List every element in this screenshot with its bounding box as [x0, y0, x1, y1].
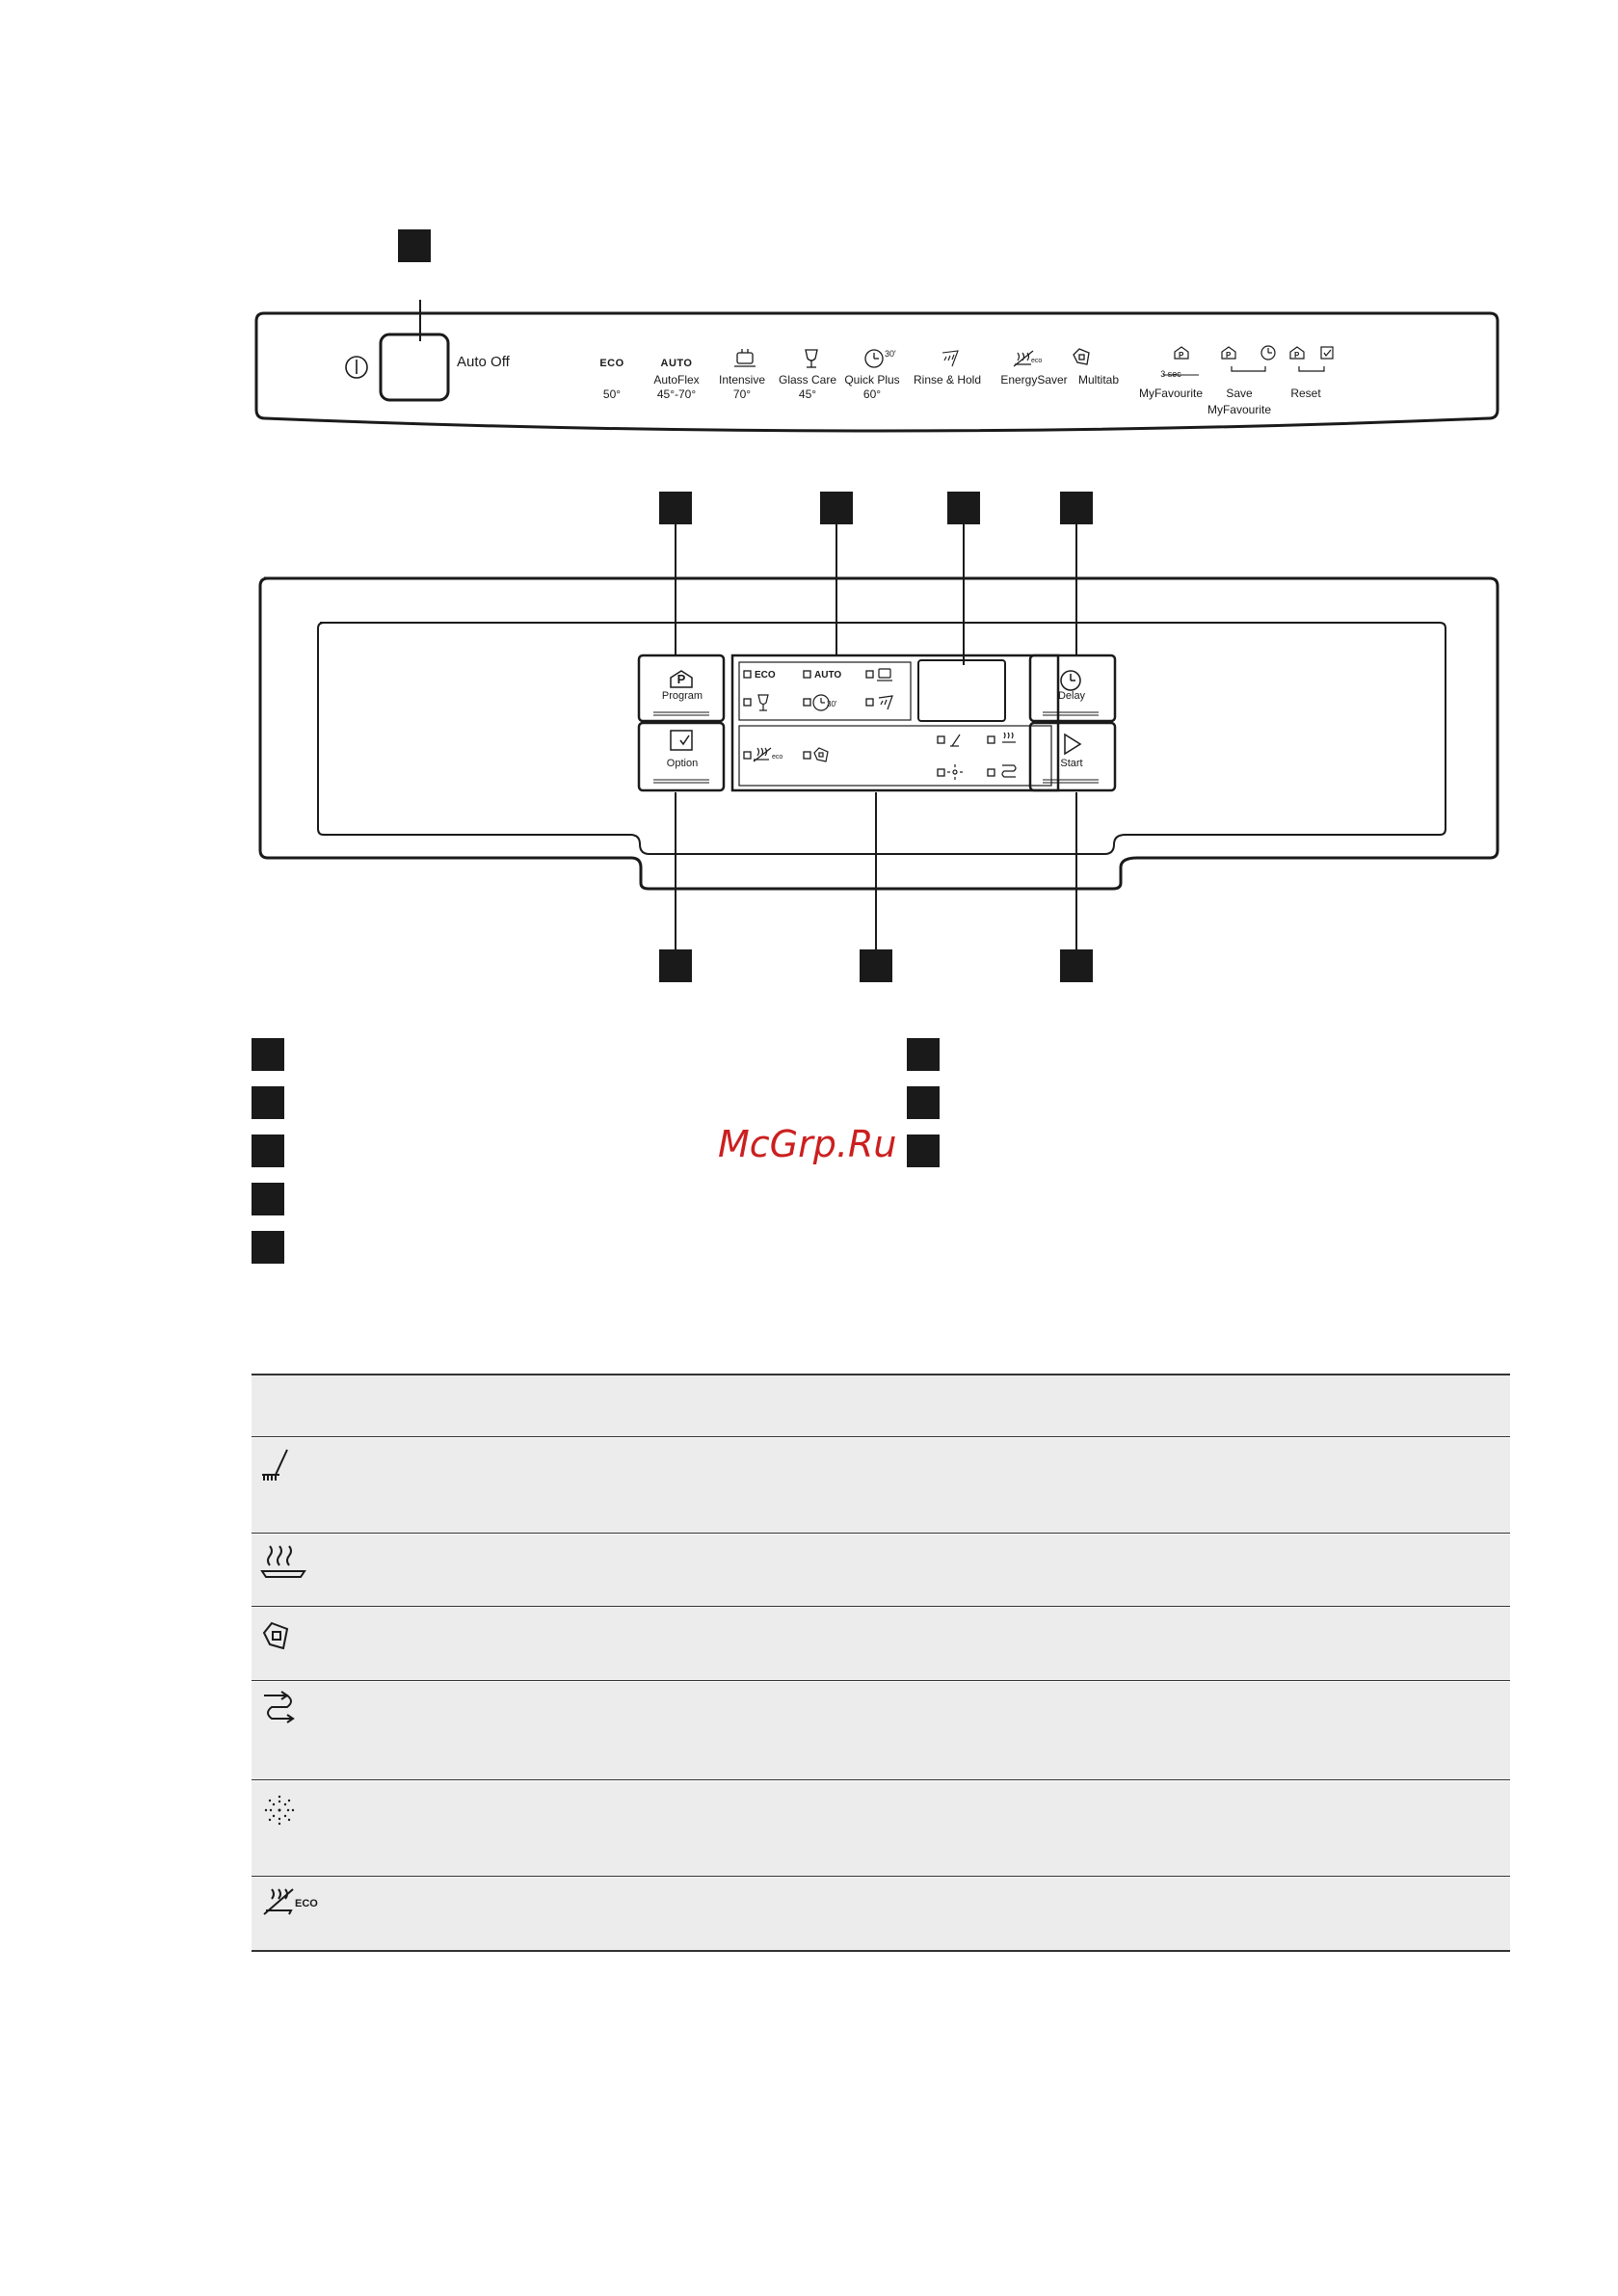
- table-row: [252, 1438, 1510, 1533]
- intensive-program-name: Intensive: [718, 373, 766, 387]
- display-eco-text: ECO: [755, 670, 776, 681]
- table-row: [252, 1535, 1510, 1606]
- auto-off-label: Auto Off: [457, 354, 510, 370]
- eco-program-symbol: ECO: [599, 358, 624, 369]
- glasscare-program-name: Glass Care: [778, 373, 837, 387]
- multitab-icon: [1074, 349, 1089, 364]
- energysaver-program-name: EnergySaver: [1000, 373, 1068, 387]
- legend-marker: [252, 1231, 284, 1264]
- brush-icon: [258, 1446, 305, 1492]
- callout-marker: [659, 492, 692, 524]
- table-row: [252, 1608, 1510, 1680]
- quickplus-program-temp: 60°: [862, 387, 882, 401]
- legend-marker: [907, 1086, 940, 1119]
- reset-label: Reset: [1290, 387, 1321, 400]
- legend-marker: [252, 1135, 284, 1167]
- glasscare-program-temp: 45°: [798, 387, 817, 401]
- legend-marker: [907, 1135, 940, 1167]
- legend-marker: [252, 1086, 284, 1119]
- intensive-program-temp: 70°: [732, 387, 752, 401]
- heat-icon: [258, 1542, 316, 1589]
- intensive-icon: [734, 349, 756, 366]
- start-button[interactable]: Start: [1060, 758, 1083, 769]
- eco-program-temp: 50°: [602, 387, 622, 401]
- callout-marker: [947, 492, 980, 524]
- glass-icon: [806, 350, 817, 367]
- callout-marker: [1060, 492, 1093, 524]
- rinse-hold-icon: [942, 351, 958, 366]
- autoflex-program-temp: 45°-70°: [656, 387, 697, 401]
- display-auto-text: AUTO: [814, 670, 842, 681]
- energysaver-icon: [258, 1885, 328, 1932]
- legend-marker: [252, 1038, 284, 1071]
- callout-marker: [820, 492, 853, 524]
- save-label: Save: [1226, 387, 1253, 400]
- svg-text:P: P: [1294, 351, 1300, 360]
- callout-marker: [398, 229, 431, 262]
- option-button[interactable]: Option: [666, 758, 699, 769]
- sparkle-icon: [258, 1791, 305, 1837]
- myfavourite-label: MyFavourite: [1138, 387, 1204, 400]
- power-icon: [346, 357, 367, 378]
- autoflex-program-symbol: AUTO: [660, 358, 693, 369]
- display-eco-small-text: eco: [772, 754, 783, 761]
- display-30-text: 30': [827, 700, 837, 708]
- energysaver-icon: [1014, 351, 1033, 366]
- control-panel-main: [251, 521, 1503, 974]
- multitab-icon: [258, 1619, 305, 1666]
- control-panel-top: [251, 299, 1503, 443]
- svg-text:P: P: [1179, 351, 1184, 360]
- svg-text:eco: eco: [1031, 358, 1043, 364]
- legend-marker: [252, 1183, 284, 1215]
- save-myfavourite-label: MyFavourite: [1207, 403, 1272, 416]
- quick-plus-icon: [865, 350, 883, 367]
- table-row: [252, 1878, 1510, 1950]
- delay-button[interactable]: Delay: [1057, 690, 1086, 702]
- watermark: McGrp.Ru: [718, 1123, 897, 1165]
- svg-text:P: P: [1226, 351, 1232, 360]
- extra-rinse-icon: [258, 1690, 305, 1736]
- quickplus-program-name: Quick Plus: [844, 373, 900, 387]
- program-p-letter: P: [676, 672, 686, 686]
- svg-text:30': 30': [885, 349, 896, 359]
- on-off-button: [381, 334, 448, 400]
- legend-marker: [907, 1038, 940, 1071]
- table-header-row: [252, 1375, 1510, 1436]
- table-row: [252, 1781, 1510, 1876]
- rinsehold-program-name: Rinse & Hold: [913, 373, 982, 387]
- program-button[interactable]: Program: [661, 690, 703, 702]
- multitab-program-name: Multitab: [1077, 373, 1120, 387]
- table-row: [252, 1682, 1510, 1779]
- autoflex-program-name: AutoFlex: [653, 373, 700, 387]
- svg-text:ECO: ECO: [295, 1898, 318, 1909]
- myfavourite-3sec-label: 3 sec: [1160, 369, 1181, 379]
